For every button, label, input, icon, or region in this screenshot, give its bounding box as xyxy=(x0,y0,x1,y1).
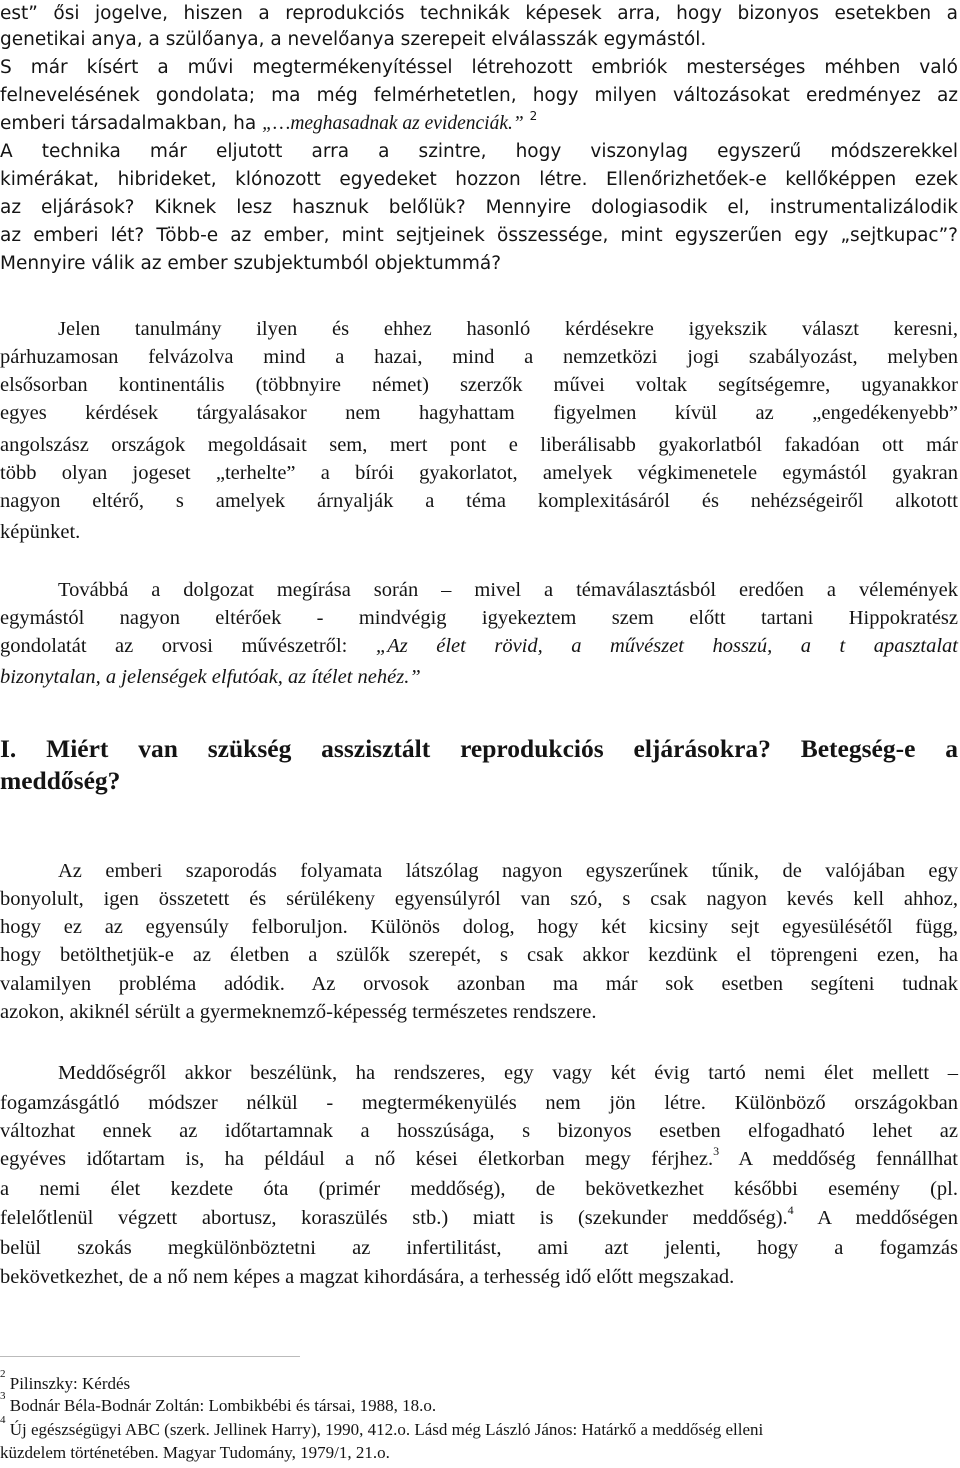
footnote-2 xyxy=(0,1368,958,1396)
section-heading xyxy=(0,733,958,797)
intro-line-2: genetikai anya, a szülőanya, a nevelőanya szerepeit elválasszák egymástól. xyxy=(0,29,707,50)
para5-line-8: bekövetkezhet, de a nő nem képes a magzat kihordására, a terhesség idő előtt megszakad. xyxy=(0,1266,735,1288)
para5-line-4-text: egyéves időtartam is, ha például a nő kései életkorban megy férjhez. xyxy=(0,1148,714,1170)
intro-line-5 xyxy=(0,110,958,138)
footnote-4-number: 4 xyxy=(0,1414,6,1427)
footnote-3 xyxy=(0,1390,958,1418)
para5-line-6-text: felelőtlenül végzett abortusz, koraszülés stb.) miatt is (szekunder meddőség). xyxy=(0,1207,788,1229)
para2-line-4: egyes kérdések tárgyalásakor nem hagyhattam figyelmen kívül az „engedékenyebb” xyxy=(0,402,958,424)
footnote-separator xyxy=(0,1356,300,1357)
intro-line-6: A technika már eljutott arra a szintre, hogy viszonylag egyszerű módszerekkel xyxy=(0,141,958,162)
para2-line-6: több olyan jogeset „terhelte” a bírói gyakorlatot, amelyek végkimenetele egymástól gyakran xyxy=(0,462,958,484)
para5-line-3: változhat ennek az időtartamnak a hosszúsága, s bizonyos esetben elfogadható lehet az xyxy=(0,1120,958,1142)
para5-line-6-rest: A meddőségen xyxy=(793,1207,958,1229)
para4-line-4: hogy betölthetjük-e az életben a szülők szerepét, s csak akkor kezdünk el töprengeni ezen, ha xyxy=(0,944,958,966)
quote-pilinszky: „…meghasadnak az evidenciák.” xyxy=(262,113,524,134)
para2-line-7: nagyon eltérő, s amelyek árnyalják a téma komplexitásáról és nehézségeiről alkotott xyxy=(0,490,958,512)
para2-line-2: párhuzamosan felvázolva mind a hazai, mind a nemzetközi jogi szabályozást, melyben xyxy=(0,346,958,368)
intro-line-4: felnevelésének gondolata; ma még felmérhetetlen, hogy milyen változásokat eredményez az xyxy=(0,85,958,106)
footnote-ref-4: 4 xyxy=(787,1203,794,1218)
intro-line-1: est” ősi jogelve, hiszen a reprodukciós technikák képesek arra, hogy bizonyos esetekben a xyxy=(0,3,958,24)
section-heading-line-1: I. Miért van szükség asszisztált reprodukciós eljárásokra? Betegség-e a xyxy=(0,734,958,763)
para5-line-2: fogamzásgátló módszer nélkül - megtermékenyülés nem jön létre. Különböző országokban xyxy=(0,1092,958,1114)
para3-line-3 xyxy=(0,632,958,660)
intro-line-3: S már kísért a művi megtermékenyítéssel létrehozott embriók mesterséges méhben való xyxy=(0,57,958,78)
quote-hippokrates: „Az élet rövid, a művészet hosszú, a t apasztalat xyxy=(375,635,959,657)
para2-line-8: képünket. xyxy=(0,521,81,543)
para2-line-3: elsősorban kontinentális (többnyire német) szerzők művei voltak segítségemre, ugyanakkor xyxy=(0,374,958,396)
para5-line-4 xyxy=(0,1145,958,1173)
intro-line-9: az emberi lét? Több-e az ember, mint sejtjeinek összessége, mint egyszerűen egy „sejtkupac”? xyxy=(0,225,958,246)
para5-line-4-rest: A meddőség fennállhat xyxy=(719,1148,959,1170)
footnote-2-text: Pilinszky: Kérdés xyxy=(5,1374,131,1393)
para4-line-5: valamilyen probléma adódik. Az orvosok azonban ma már sok esetben segíteni tudnak xyxy=(0,973,958,995)
para2-line-1: Jelen tanulmány ilyen és ehhez hasonló kérdésekre igyekszik választ keresni, xyxy=(58,318,958,340)
para4-line-1: Az emberi szaporodás folyamata látszólag nagyon egyszerűnek tűnik, de valójában egy xyxy=(58,860,958,882)
para3-line-3-text: gondolatát az orvosi művészetről: xyxy=(0,635,376,657)
footnote-4 xyxy=(0,1414,958,1442)
footnote-ref-3: 3 xyxy=(713,1144,720,1159)
intro-line-8: az eljárások? Kiknek lesz hasznuk belőlük? Mennyire dologiasodik el, instrumentalizálodik xyxy=(0,197,958,218)
para2-line-5: angolszász országok megoldásait sem, mert pont e liberálisabb gyakorlatból fakadóan ott már xyxy=(0,434,958,456)
footnote-3-number: 3 xyxy=(0,1390,6,1403)
para4-line-2: bonyolult, igen összetett és sérülékeny egyensúlyról van szó, s csak nagyon kevés kell ahhoz, xyxy=(0,888,958,910)
footnote-4-text-cont: küzdelem történetében. Magyar Tudomány, 1979/1, 21.o. xyxy=(0,1443,390,1462)
para3-line-1: Továbbá a dolgozat megírása során – mivel a témaválasztásból eredően a vélemények xyxy=(58,579,958,601)
intro-line-7: kimérákat, hibrideket, klónozott egyedeket hozzon létre. Ellenőrizhetőek-e kellőképpen ezek xyxy=(0,169,958,190)
section-heading-line-2: meddőség? xyxy=(0,766,121,795)
footnote-4-text: Új egészségügyi ABC (szerk. Jellinek Harry), 1990, 412.o. Lásd még László János: Határkő a meddőség elleni xyxy=(5,1420,764,1439)
para5-line-7: belül szokás megkülönböztetni az infertilitást, ami azt jelenti, hogy a fogamzás xyxy=(0,1237,958,1259)
para5-line-5: a nemi élet kezdete óta (primér meddőség), de bekövetkezhet későbbi esemény (pl. xyxy=(0,1178,958,1200)
para3-line-2: egymástól nagyon eltérőek - mindvégig igyekeztem szem előtt tartani Hippokratész xyxy=(0,607,958,629)
para4-line-3: hogy ez az egyensúly felboruljon. Különös dolog, hogy két kicsiny sejt egyesülésétől függ, xyxy=(0,916,958,938)
intro-line-5-text: emberi társadalmakban, ha xyxy=(0,113,263,134)
para5-line-1: Meddőségről akkor beszélünk, ha rendszeres, egy vagy két évig tartó nemi élet mellett – xyxy=(58,1062,958,1084)
para3-line-4: bizonytalan, a jelenségek elfutóak, az ítélet nehéz.” xyxy=(0,666,421,688)
footnote-3-text: Bodnár Béla-Bodnár Zoltán: Lombikbébi és társai, 1988, 18.o. xyxy=(5,1396,437,1415)
para4-line-6: azokon, akiknél sérült a gyermeknemző-képesség természetes rendszere. xyxy=(0,1001,597,1023)
footnote-ref-2: 2 xyxy=(529,108,538,123)
footnote-4-continued xyxy=(0,1441,958,1465)
para5-line-6 xyxy=(0,1204,958,1232)
footnote-2-number: 2 xyxy=(0,1368,6,1381)
intro-line-10: Mennyire válik az ember szubjektumból objektummá? xyxy=(0,253,502,274)
